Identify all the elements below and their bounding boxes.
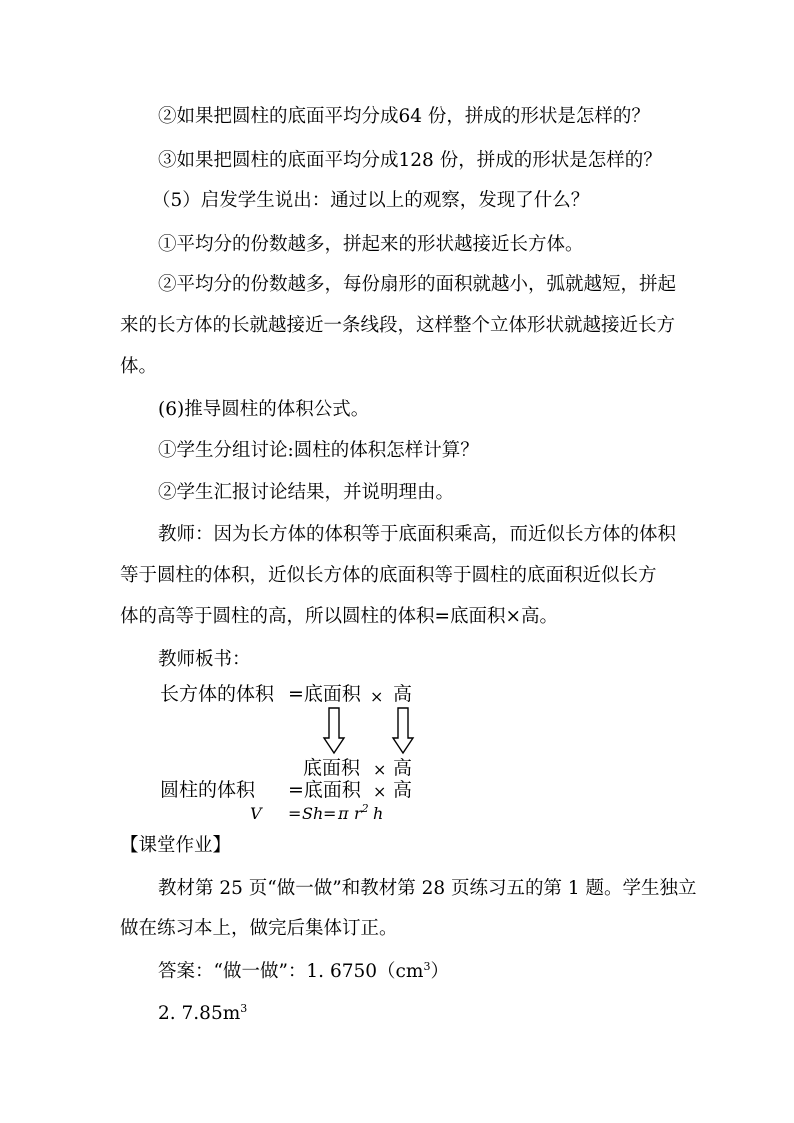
formula-sh: Sh: [302, 804, 324, 823]
board-equals-base-area: =底面积: [288, 779, 361, 801]
answer-line: 答案：“做一做”：1. $6750(cm^3)$: [158, 960, 449, 982]
formula-h: h: [373, 804, 384, 823]
board-times-sign: ×: [373, 782, 387, 801]
down-arrow-icon: [391, 707, 415, 755]
board-cylinder-volume-label: 圆柱的体积: [160, 779, 256, 801]
board-height: 高: [393, 757, 413, 779]
paragraph-line: 教师：因为长方体的体积等于底面积乘高，而近似长方体的体积: [158, 524, 677, 545]
paragraph-line: 来的长方体的长就越接近一条线段，这样整个立体形状就越接近长方: [120, 315, 676, 336]
formula-equals: =: [288, 804, 302, 823]
down-arrow-icon: [322, 707, 346, 755]
paragraph-line: ②平均分的份数越多，每份扇形的面积就越小，弧就越短，拼起: [158, 274, 677, 295]
paragraph-line: ①学生分组讨论:圆柱的体积怎样计算？: [158, 440, 479, 461]
board-times-sign: ×: [370, 687, 384, 706]
section-heading: 【课堂作业】: [120, 835, 232, 856]
board-height: 高: [393, 683, 413, 705]
formula-pi: π: [338, 804, 349, 823]
paragraph-line: ③如果把圆柱的底面平均分成128 份，拼成的形状是怎样的？: [158, 150, 662, 171]
paragraph-line: ②学生汇报讨论结果，并说明理由。: [158, 482, 455, 503]
paragraph-line: (6)推导圆柱的体积公式。: [158, 399, 370, 420]
paragraph-line: 体的高等于圆柱的高，所以圆柱的体积=底面积×高。: [120, 606, 559, 627]
answer-line: 2. $7.85m^3$: [158, 1002, 248, 1024]
board-times-sign: ×: [373, 760, 387, 779]
formula-equals: =: [323, 804, 337, 823]
board-height: 高: [393, 779, 413, 801]
board-cuboid-volume-label: 长方体的体积: [160, 683, 275, 705]
board-equals-base-area: =底面积: [288, 683, 361, 705]
paragraph-line: 等于圆柱的体积，近似长方体的底面积等于圆柱的底面积近似长方: [120, 565, 657, 586]
paragraph-line: （5）启发学生说出：通过以上的观察，发现了什么？: [152, 190, 590, 211]
formula-r: $r^2$: [354, 802, 369, 823]
paragraph-line: 做在练习本上，做完后集体订正。: [120, 918, 398, 939]
paragraph-line: 教材第 25 页“做一做”和教材第 28 页练习五的第 1 题。学生独立: [158, 878, 697, 899]
paragraph-line: 体。: [120, 356, 158, 377]
paragraph-line: 教师板书：: [158, 649, 251, 670]
board-base-area: 底面积: [303, 757, 361, 779]
paragraph-line: ①平均分的份数越多，拼起来的形状越接近长方体。: [158, 234, 584, 255]
paragraph-line: ②如果把圆柱的底面平均分成64 份，拼成的形状是怎样的？: [158, 106, 650, 127]
formula-v: V: [250, 804, 262, 823]
